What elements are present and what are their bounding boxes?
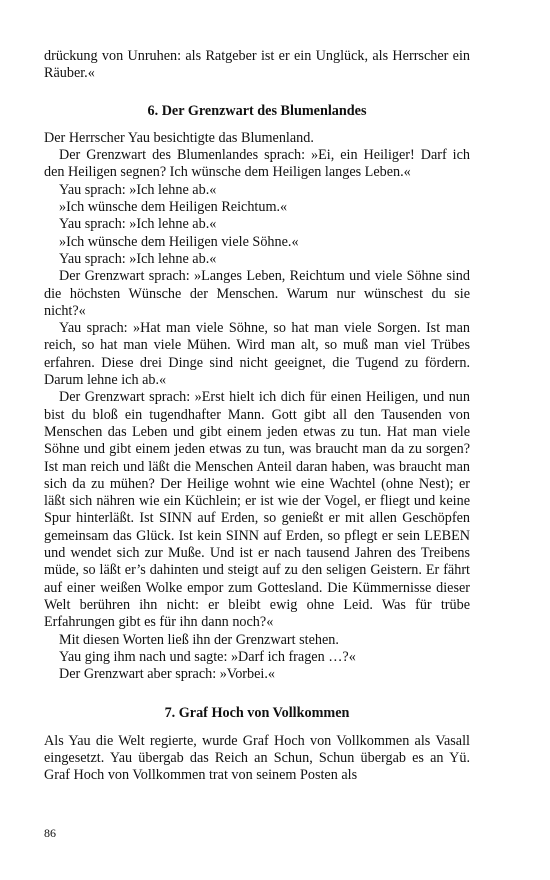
section-6-line-3: Yau sprach: »Ich lehne ab.« xyxy=(59,216,217,233)
section-6-line-7: Yau ging ihm nach und sagte: »Darf ich fragen …?« xyxy=(59,648,356,665)
section-6-line-1: Yau sprach: »Ich lehne ab.« xyxy=(59,181,217,198)
section-6-line-5: Yau sprach: »Ich lehne ab.« xyxy=(59,250,217,267)
section-6-paragraph-1: Der Herrscher Yau besichtigte das Blumenland. xyxy=(44,129,314,146)
top-paragraph: drückung von Unruhen: als Ratgeber ist er ein Unglück, als Herrscher ein Räuber.« xyxy=(44,48,470,82)
section-6-line-4: »Ich wünsche dem Heiligen viele Söhne.« xyxy=(59,233,299,250)
book-page xyxy=(44,48,470,785)
section-7-heading: 7. Graf Hoch von Vollkommen xyxy=(164,705,350,722)
page-number: 86 xyxy=(44,826,56,840)
section-6-line-2: »Ich wünsche dem Heiligen Reichtum.« xyxy=(59,199,288,216)
section-6-paragraph-5: Der Grenzwart sprach: »Erst hielt ich dich für einen Heiligen, und nun bist du bloß ein tugendhafter Mann. Gott gibt all den Tausenden von Menschen das Leben und gibt einem jeden etwas zu tun. Hat man viele Söhne und gibt einem jeden etwas zu tun, was braucht man da zu sorgen? Ist man reich und läßt die Menschen Anteil daran haben, was braucht man sich da zu mühen? Der Heilige wohnt wie eine Wachtel (ohne Nest); er läßt sich nähren wie ein Küchlein; er ist wie der Vogel, er fliegt und keine Spur hinterläßt. Ist SINN auf Erden, so genießt er mit allen Geschöpfen gemeinsam das Glück. Ist kein SINN auf Erden, so pflegt er sein LEBEN und wendet sich zur Muße. Und ist er nach tausend Jahren des Treibens müde, so läßt er’s dahinten und steigt auf zu den seligen Geistern. Er fährt auf einer weißen Wolke empor zum Gottesland. Die Kümmernisse dieser Welt berühren ihn nicht: er bleibt ewig ohne Leid. Was für trübe Erfahrungen gibt es für ihn dann noch?« xyxy=(44,389,470,631)
section-6-paragraph-3: Der Grenzwart sprach: »Langes Leben, Reichtum und viele Söhne sind die höchsten Wünsche der Menschen. Warum nur wünschest du sie nicht?« xyxy=(44,268,470,319)
section-6-line-8: Der Grenzwart aber sprach: »Vorbei.« xyxy=(59,666,276,683)
section-6-paragraph-2: Der Grenzwart des Blumenlandes sprach: »Ei, ein Heiliger! Darf ich den Heiligen segnen? Ich wünsche dem Heiligen langes Leben.« xyxy=(44,147,470,181)
section-6-line-6: Mit diesen Worten ließ ihn der Grenzwart stehen. xyxy=(59,631,339,648)
section-6-paragraph-4: Yau sprach: »Hat man viele Söhne, so hat man viele Sorgen. Ist man reich, so hat man viele Mühen. Wird man alt, so muß man viel Trübes erfahren. Diese drei Dinge sind nicht geeignet, die Tugend zu fördern. Darum lehne ich ab.« xyxy=(44,320,470,389)
section-6-heading: 6. Der Grenzwart des Blumenlandes xyxy=(147,102,367,119)
section-7-paragraph-1: Als Yau die Welt regierte, wurde Graf Hoch von Vollkommen als Vasall eingesetzt. Yau übergab das Reich an Schun, Schun übergab es an Yü. Graf Hoch von Vollkommen trat von seinem Posten als xyxy=(44,732,470,784)
